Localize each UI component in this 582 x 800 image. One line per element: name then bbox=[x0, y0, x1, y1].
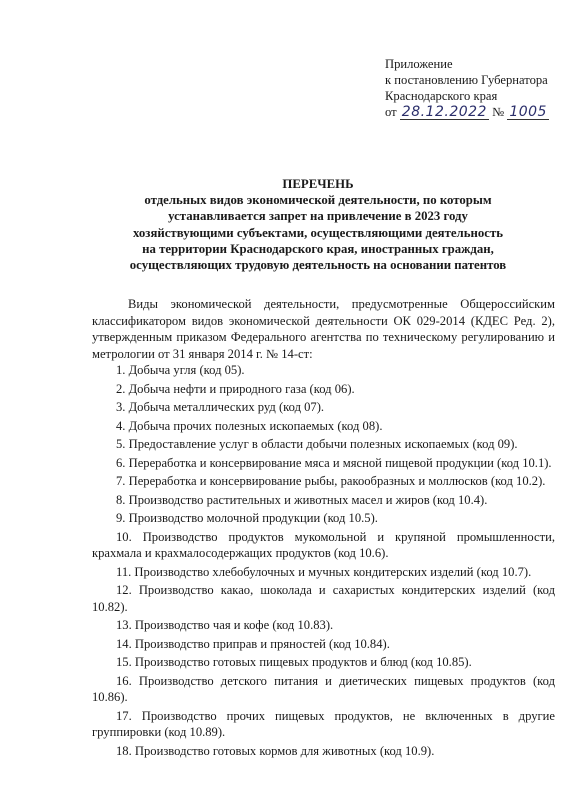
list-item: 2. Добыча нефти и природного газа (код 06). bbox=[116, 381, 355, 396]
title-line: устанавливается запрет на привлечение в 2023 году bbox=[168, 209, 468, 224]
activity-list bbox=[92, 362, 555, 759]
handwritten-number: 1005 bbox=[509, 104, 547, 120]
appendix-line-3: Краснодарского края bbox=[385, 89, 498, 103]
number-field bbox=[507, 105, 549, 120]
list-item: 13. Производство чая и кофе (код 10.83). bbox=[116, 618, 334, 632]
list-item: 12. Производство какао, шоколада и сахаристых кондитерских изделий (код 10.82). bbox=[92, 583, 555, 614]
appendix-date-line bbox=[385, 104, 549, 120]
list-item: 1. Добыча угля (код 05). bbox=[116, 363, 245, 377]
title-line: отдельных видов экономической деятельности, по которым bbox=[144, 193, 492, 208]
list-item: 7. Переработка и консервирование рыбы, ракообразных и моллюсков (код 10.2). bbox=[116, 474, 546, 488]
list-item: 17. Производство прочих пищевых продуктов, не включенных в другие группировки (код 10.89). bbox=[92, 708, 555, 739]
list-item: 9. Производство молочной продукции (код 10.5). bbox=[116, 511, 378, 525]
number-label: № bbox=[492, 105, 505, 119]
list-item: 3. Добыча металлических руд (код 07). bbox=[116, 400, 325, 414]
appendix-block bbox=[385, 56, 549, 120]
title-line: осуществляющих трудовую деятельность на основании патентов bbox=[129, 258, 507, 273]
date-field bbox=[400, 105, 489, 120]
title-heading: ПЕРЕЧЕНЬ bbox=[282, 177, 354, 191]
list-item: 10. Производство продуктов мукомольной и крупяной промышленности, крахмала и крахмалосодержащих продуктов (код 10.6). bbox=[92, 529, 555, 560]
list-item: 4. Добыча прочих полезных ископаемых (код 08). bbox=[116, 418, 383, 433]
appendix-line-1: Приложение bbox=[385, 57, 453, 71]
appendix-line-2: к постановлению Губернатора bbox=[385, 73, 548, 87]
list-item: 5. Предоставление услуг в области добычи полезных ископаемых (код 09). bbox=[116, 437, 518, 451]
list-item: 6. Переработка и консервирование мяса и мясной пищевой продукции (код 10.1). bbox=[116, 455, 552, 470]
list-item: 16. Производство детского питания и диетических пищевых продуктов (код 10.86). bbox=[92, 673, 555, 704]
document-body bbox=[92, 296, 555, 761]
handwritten-date: 28.12.2022 bbox=[401, 104, 487, 120]
intro-paragraph: Виды экономической деятельности, предусмотренные Общероссийским классификатором видов экономической деятельности ОК 029-2014 (КДЕС Ред. 2), утвержденным приказом Федерального агентства по техническому регулированию и метрологии от 31 января 2014 г. № 14-ст: bbox=[92, 297, 555, 361]
document-title bbox=[80, 176, 556, 273]
list-item: 18. Производство готовых кормов для животных (код 10.9). bbox=[116, 743, 435, 758]
from-label: от bbox=[385, 105, 397, 119]
title-line: хозяйствующими субъектами, осуществляющими деятельность bbox=[133, 225, 503, 240]
title-line: на территории Краснодарского края, иностранных граждан, bbox=[142, 241, 494, 256]
list-item: 15. Производство готовых пищевых продуктов и блюд (код 10.85). bbox=[116, 655, 472, 669]
list-item: 14. Производство приправ и пряностей (код 10.84). bbox=[116, 636, 390, 651]
list-item: 8. Производство растительных и животных масел и жиров (код 10.4). bbox=[116, 492, 488, 507]
list-item: 11. Производство хлебобулочных и мучных кондитерских изделий (код 10.7). bbox=[116, 564, 532, 579]
